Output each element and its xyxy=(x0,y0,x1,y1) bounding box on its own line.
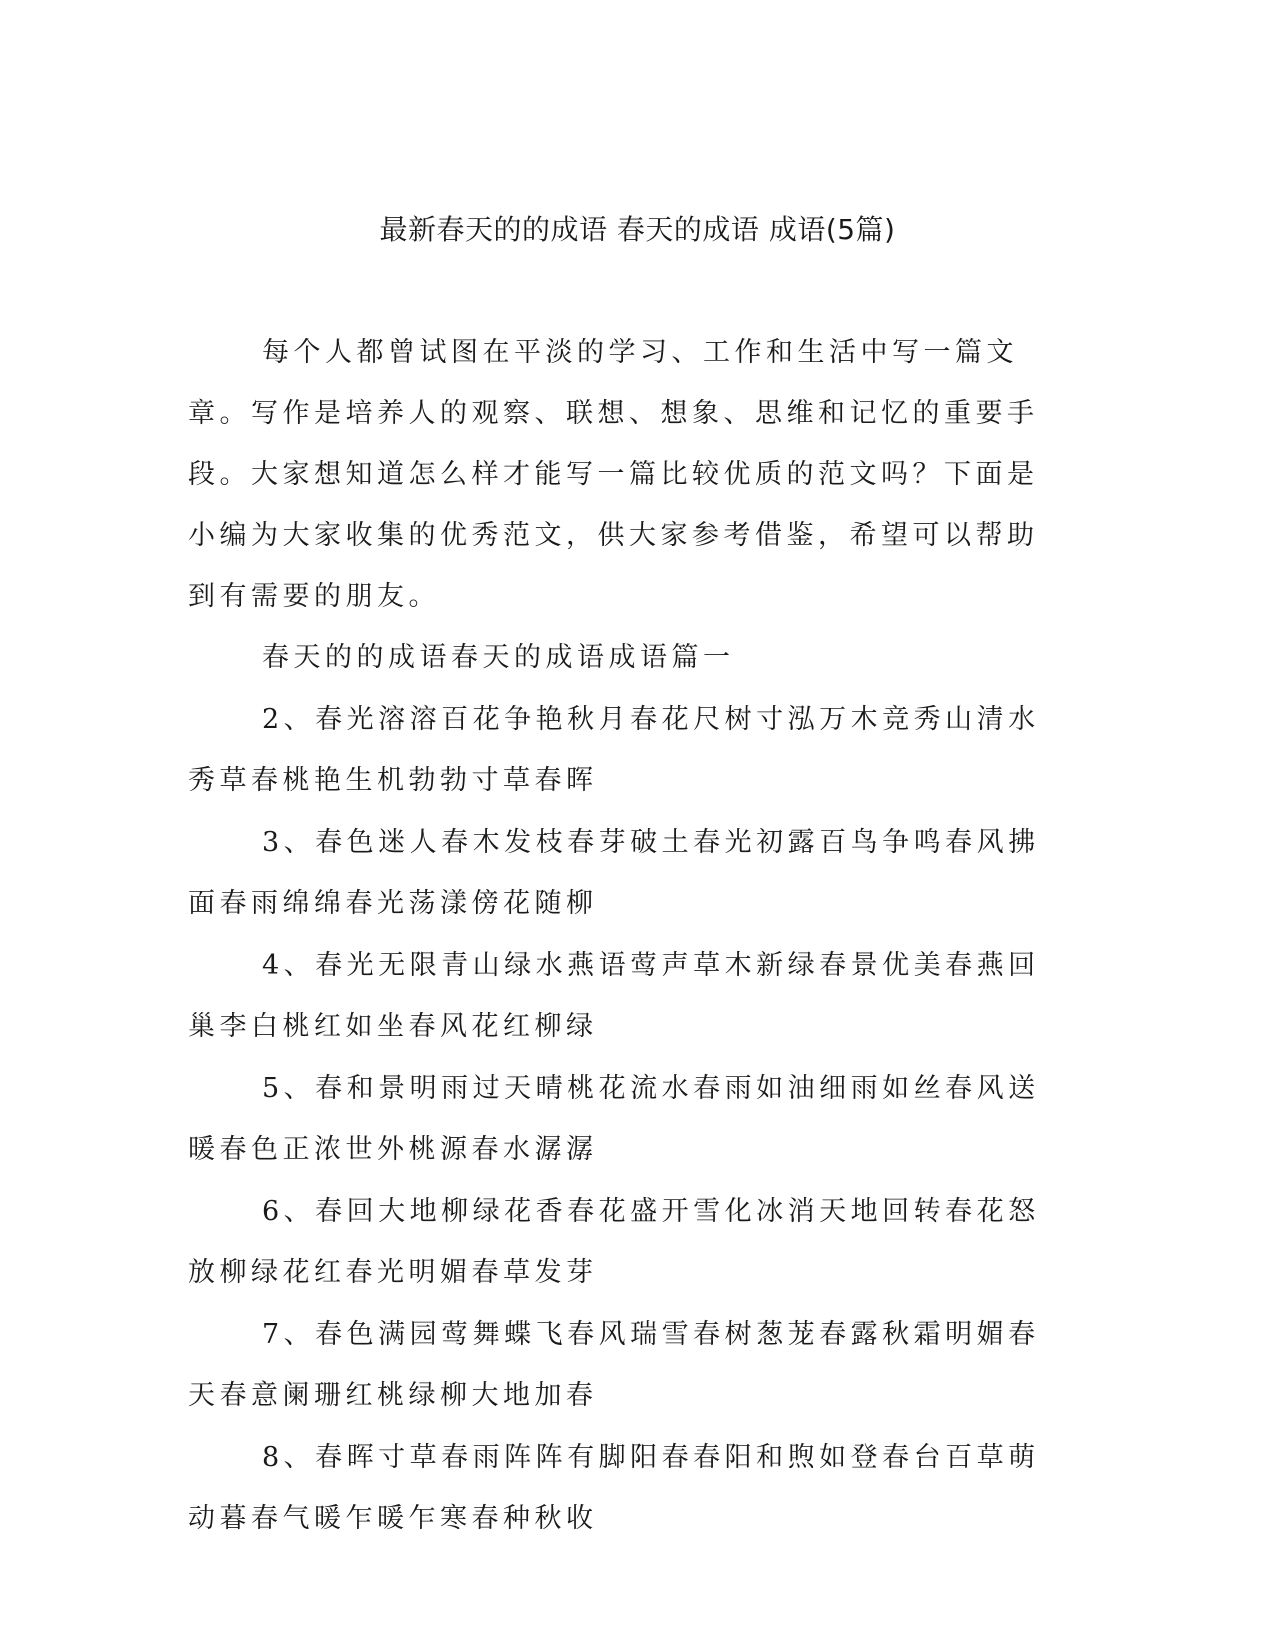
idiom-list-item: 5、春和景明雨过天晴桃花流水春雨如油细雨如丝春风送暖春色正浓世外桃源春水潺潺 xyxy=(188,1073,1040,1165)
document-title: 最新春天的的成语 春天的成语 成语(5篇) xyxy=(379,213,896,246)
document-body xyxy=(188,322,1068,1549)
section-heading: 春天的的成语春天的成语成语篇一 xyxy=(262,642,735,673)
idiom-list-item: 4、春光无限青山绿水燕语莺声草木新绿春景优美春燕回巢李白桃红如坐春风花红柳绿 xyxy=(188,950,1040,1042)
idiom-list-item: 2、春光溶溶百花争艳秋月春花尺树寸泓万木竞秀山清水秀草春桃艳生机勃勃寸草春晖 xyxy=(188,704,1040,796)
idiom-list-item: 8、春晖寸草春雨阵阵有脚阳春春阳和煦如登春台百草萌动暮春气暖乍暖乍寒春种秋收 xyxy=(188,1442,1040,1534)
idiom-list-item: 7、春色满园莺舞蝶飞春风瑞雪春树葱茏春露秋霜明媚春天春意阑珊红桃绿柳大地加春 xyxy=(188,1319,1040,1411)
intro-paragraph: 每个人都曾试图在平淡的学习、工作和生活中写一篇文章。写作是培养人的观察、联想、想象、思维和记忆的重要手段。大家想知道怎么样才能写一篇比较优质的范文吗？下面是小编为大家收集的优秀范文，供大家参考借鉴，希望可以帮助到有需要的朋友。 xyxy=(188,337,1039,612)
idiom-list-item: 6、春回大地柳绿花香春花盛开雪化冰消天地回转春花怒放柳绿花红春光明媚春草发芽 xyxy=(188,1196,1040,1288)
idiom-list-item: 3、春色迷人春木发枝春芽破土春光初露百鸟争鸣春风拂面春雨绵绵春光荡漾傍花随柳 xyxy=(188,827,1040,919)
